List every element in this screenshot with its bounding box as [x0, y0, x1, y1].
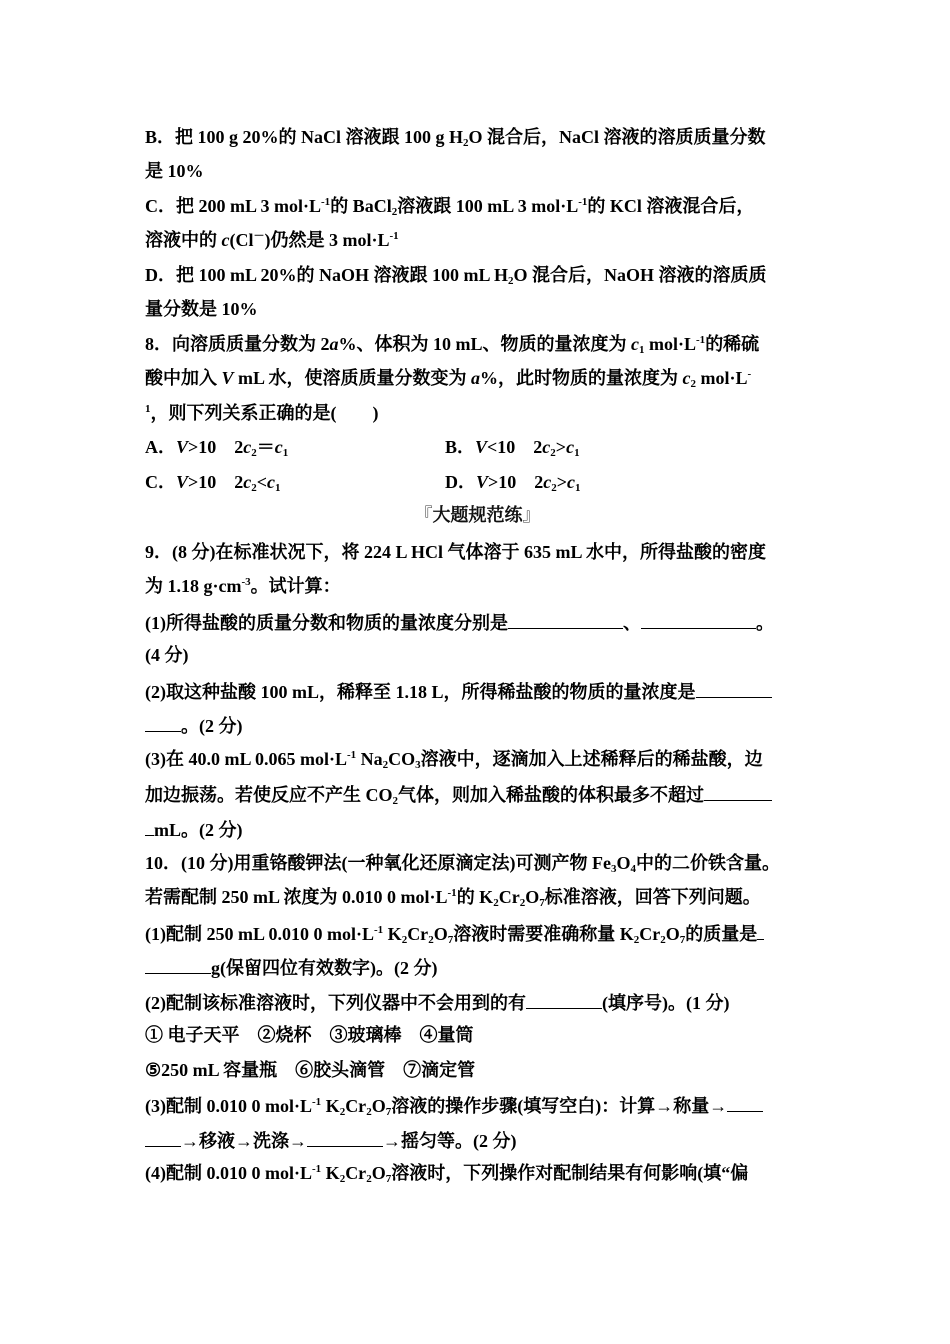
- option-d-line1: D．把 100 mL 20%的 NaOH 溶液跟 100 mL $H_2O$ 混合后，NaOH 溶液的溶质质: [145, 265, 767, 287]
- question-10-part2: (2)配制该标准溶液时，下列仪器中不会用到的有 (填序号)。(1 分): [145, 990, 729, 1012]
- question-9-part1: (1)所得盐酸的质量分数和物质的量浓度分别是 、 。: [145, 610, 774, 632]
- answer-blank[interactable]: [145, 713, 181, 732]
- question-9-part2-cont: 。(2 分): [145, 713, 243, 735]
- option-a: A．V>10 $2c_2=c_1$: [145, 437, 289, 459]
- option-c: C．V>10 $2c_2<c_1$: [145, 472, 281, 494]
- instrument-list-1: ① 电子天平 ②烧杯 ③玻璃棒 ④量筒: [145, 1025, 474, 1045]
- question-9-part3-cont: 加边振荡。若使反应不产生 $CO_2$气体，则加入稀盐酸的体积最多不超过: [145, 782, 772, 804]
- answer-blank[interactable]: [727, 1093, 763, 1112]
- option-d: D．V>10 $2c_2>c_1$: [445, 472, 581, 494]
- question-9-part1-score: (4 分): [145, 645, 189, 665]
- question-9-part3-end: mL。(2 分): [145, 817, 243, 839]
- answer-blank[interactable]: [145, 817, 154, 836]
- question-10-line2: 若需配制 250 mL 浓度为 0.010 0 $mol\cdot L^{-1}$的 $K_2Cr_2O_7$标准溶液，回答下列问题。: [145, 887, 761, 909]
- question-10-part1: (1)配制 250 mL 0.010 0 $mol\cdot L^{-1}$ $K_2Cr_2O_7$溶液时需要准确称量 $K_2Cr_2O_7$的质量是: [145, 921, 764, 943]
- question-8-line2: 酸中加入 V mL 水，使溶质质量分数变为 a%，此时物质的量浓度为 $c_2$ mol·L-: [145, 368, 752, 390]
- question-10-part3: (3)配制 0.010 0 $mol\cdot L^{-1}$ $K_2Cr_2O_7$溶液的操作步骤(填写空白)：计算→称量→: [145, 1093, 763, 1115]
- option-c-line2: 溶液中的 c(Cl－)仍然是 3 $mol\cdot L^{-1}$: [145, 230, 399, 250]
- question-10-part4: (4)配制 0.010 0 $mol\cdot L^{-1}$ $K_2Cr_2O_7$溶液时，下列操作对配制结果有何影响(填“偏: [145, 1163, 749, 1185]
- question-10-part1-cont: g(保留四位有效数字)。(2 分): [145, 955, 437, 977]
- answer-blank[interactable]: [641, 610, 756, 629]
- question-9-part3: (3)在 40.0 mL 0.065 $mol\cdot L^{-1}$ $Na_2CO_3$溶液中，逐滴加入上述稀释后的稀盐酸，边: [145, 749, 763, 771]
- question-10-part3-cont: →移液→洗涤→ →摇匀等。(2 分): [145, 1128, 517, 1150]
- instrument-list-2: ⑤250 mL 容量瓶 ⑥胶头滴管 ⑦滴定管: [145, 1060, 476, 1080]
- question-9-part2: (2)取这种盐酸 100 mL，稀释至 1.18 L，所得稀盐酸的物质的量浓度是: [145, 679, 772, 701]
- question-8-line1: 8．向溶质质量分数为 2a%、体积为 10 mL、物质的量浓度为 $c_1$ $mol\cdot L^{-1}$的稀硫: [145, 334, 760, 356]
- option-c-line1: C．把 200 mL 3 $mol\cdot L^{-1}$的 BaCl$_2$溶液跟 100 mL 3 $mol\cdot L^{-1}$的 KCl 溶液混合后，: [145, 196, 755, 218]
- answer-blank[interactable]: [145, 955, 211, 974]
- option-b-line2: 是 10%: [145, 161, 204, 181]
- answer-blank[interactable]: [145, 1128, 181, 1147]
- question-8-line3: $^1$，则下列关系正确的是( ): [145, 403, 379, 423]
- answer-blank[interactable]: [526, 990, 602, 1009]
- options-row-cd: [145, 471, 810, 493]
- section-banner: 『大题规范练』: [414, 505, 541, 526]
- option-d-line2: 量分数是 10%: [145, 299, 258, 319]
- answer-blank[interactable]: [307, 1128, 383, 1147]
- options-row-ab: [145, 436, 810, 458]
- question-9-line1: 9．(8 分)在标准状况下，将 224 L HCl 气体溶于 635 mL 水中，所得盐酸的密度: [145, 542, 767, 562]
- answer-blank[interactable]: [508, 610, 623, 629]
- answer-blank[interactable]: [757, 921, 764, 940]
- question-10-line1: 10．(10 分)用重铬酸钾法(一种氧化还原滴定法)可测产物 $Fe_3O_4$中的二价铁含量。: [145, 853, 780, 875]
- question-9-line2: 为 1.18 $g\cdot cm^{-3}$。试计算：: [145, 576, 341, 596]
- option-b-line1: B．把 100 g 20%的 NaCl 溶液跟 100 g $H_2O$ 混合后，NaCl 溶液的溶质质量分数: [145, 127, 766, 149]
- option-b: B．V<10 $2c_2>c_1$: [445, 437, 580, 459]
- answer-blank[interactable]: [704, 782, 772, 801]
- answer-blank[interactable]: [696, 679, 772, 698]
